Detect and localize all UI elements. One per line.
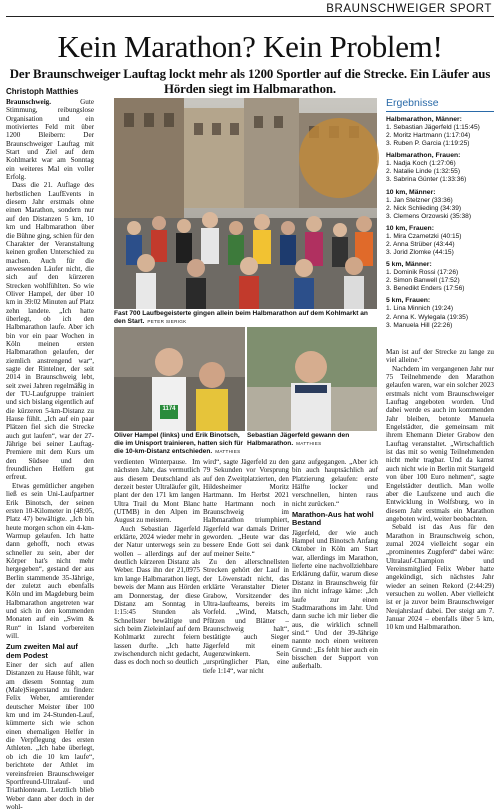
subheading: Zum zweiten Mal auf dem Podest (6, 642, 78, 660)
results-entry: 3. Jorid Zlomke (44:15) (386, 249, 454, 257)
article-column-3 (203, 458, 289, 675)
results-entry: 2. Natalie Linde (1:32:55) (386, 168, 461, 176)
results-entry: 3. Sabrina Günter (1:33:36) (386, 176, 467, 184)
paragraph: Gute Stimmung, reibungslose Organisation und ein motiviertes Feld mit über 1200 Bleibern: Der Braunschweiger Lauftag mit Start und Ziel auf dem Kohlmarkt war am Sonntag ein weiteres Mal ein voller Erfolg. (6, 98, 94, 182)
caption-text: Sebastian Jägerfeld gewann den Halbmarathon. (247, 432, 350, 447)
results-title: Ergebnisse (386, 97, 494, 112)
paragraph: Jägerfeld, der wie auch Hampel und Binotsch Anfang Oktober in Köln am Start war, allerdings im Marathon, lieferte eine nachvollziehbare Erklärung dafür, warum diese Distanz in Braunschweig für ihn nicht infrage käme: „Ich laufe zur einen Stadtmarathons im Jahr. Und dann suche ich mir lieber die aus, die wirklich schnell sind.“ Und der 39-Jährige nannte noch einen weiteren Grund: „Es fehlt hier auch ein bisschen der Support von außerhalb. (292, 528, 378, 671)
results-entry: 3. Ruben P. Garcia (1:19:25) (386, 140, 470, 148)
paragraph: Etwas gemütlicher angehen ließ es sein Uni-Laufpartner Erik Binotsch, der seinen ersten 10-Kilometer in (48:05, Platz 47) bewältigte. „Ich bin heute morgen schon ein 4-km-Warmup gelaufen. Ich hatte dann gehofft, noch etwas schneller zu sein, aber der Körper hat's nicht mehr hergegeben“, gestand der aus Berlin stammende 35-Jährige, der zuletzt auch ebenfalls Köln und im Magdeburg beim Halbmarathon angetreten war und sich in den kommenden Monaten auf ein „Swim & Run“ in Island vorbereiten will. (6, 481, 94, 640)
subhead: Der Braunschweiger Lauftag lockt mehr als 1200 Sportler auf die Strecke. Ein Läufer aus Hörden siegt im Halbmarathon. (9, 67, 491, 96)
author-byline: Christoph Matthies (6, 87, 79, 96)
results-entry: 3. Clemens Orzowski (35:38) (386, 212, 472, 220)
section-header (6, 2, 494, 18)
results-category: Halbmarathon, Frauen: (386, 152, 461, 160)
paragraph: Dass die 21. Auflage des herbstlichen LaufEvents in diesem Jahr erstmals ohne einen Marathon, sondern nur auf den Distanzen 5 km, 10 km und Halbmarathon über die Bühne ging, schien für den Charakter der Veranstaltung keinen großen Unterschied zu machen. Auch für die anwesenden Läufer nicht, die sich auf den kürzeren Strecken wohlfühlten. So wie Oliver Hampel, der über 10 km in 39:02 Minuten auf Platz zehn landete. „Ich hatte überlegt, ob ich den Halbmarathon laufe. Aber ich bin vor ein paar Wochen in Köln meinen ersten Halbmarathon gelaufen, der ziemlich anstrengend war“, sagte der Rintelner, der seit 2014 in Braunschweig lebt, seit zwei Jahren regelmäßig in der TU-Laufgruppe trainiert und sich bislang eigentlich auf die kürzeren 5-km-Distanz zu Hause fühlt. „Ich auf ein paar Plätzen fiel sich die Strecke auch gut laufen“, war der 27-Jährige bei seiner Lauftag-Premiere mit dem Kurs um den Südsee und den freundlichen Helfern gut erfreut. (6, 181, 94, 482)
results-entry: 2. Anna K. Wylegala (19:35) (386, 313, 469, 321)
caption-text: Fast 700 Laufbegeisterte gingen allein beim Halbmarathon auf dem Kohlmarkt an den Start. (114, 310, 368, 325)
photo-runners-start (114, 98, 377, 309)
dateline: Braunschweig. (6, 98, 52, 106)
results-entry: 1. Nadja Koch (1:27:06) (386, 160, 456, 168)
section-label: BRAUNSCHWEIGER SPORT (326, 3, 492, 15)
results-category: 5 km, Frauen: (386, 297, 431, 305)
photo-jaegerfeld (247, 327, 377, 431)
results-category: Halbmarathon, Männer: (386, 116, 462, 123)
paragraph: Zu den allerschnellsten Strecken gehört der Lauf in der Löwenstadt nicht, das erklärte Veranstalter Dieter Grabow, Vorsitzender des Ultra-laufteams, bereits im Vorfeld. „Wind, Matsch, Pfützen und Blätter – Braunschweig halt“, bestätigte auch Sieger Jägerfeld mit einem Augenzwinkern. Sein „ursprünglicher Plan, eine tiefe 1:14“, war nicht (203, 558, 289, 675)
results-box (386, 97, 494, 330)
results-list (386, 116, 494, 330)
article-column-1 (6, 98, 94, 811)
results-category: 10 km, Männer: (386, 188, 436, 196)
photo-credit: MATTHIES (296, 440, 322, 446)
results-entry: 3. Manuela Hill (22:26) (386, 321, 453, 329)
results-entry: 2. Moritz Hartmann (1:17:04) (386, 132, 471, 140)
paragraph: Nachdem im vergangenen Jahr nur 75 Teilnehmende den Marathon gelaufen waren, war ein solcher 2023 erstmals nicht vom Braunschweiger Lauftag angeboten worden. Und dabei werde es auch im kommenden Jahr bleiben, betonte Manuela Engelstädter, die gemeinsam mit ihrem Ehemann Dieter Grabow den Lauftag veranstaltet. „Wirtschaftlich ist das mit so wenig Teilnehmenden nicht mehr tragbar. Und da kamst auch nicht wie in Berlin mit Startgeld von über 100 Euro nehmen“, sagte Engelstädter deutlich. Man wolle aber die Laufszene und auch die Entwicklung in Wolfsburg, wo in diesem Jahr erstmals ein Marathon angeboten wird, weiter beobachten. (386, 364, 494, 523)
caption-text: Oliver Hampel (links) und Erik Binotsch, die im Unisport trainieren, hatten sich für die 10-km-Distanz entschieden. (114, 432, 243, 455)
results-entry: 1. Sebastian Jägerfeld (1:15:45) (386, 124, 480, 131)
paragraph: verdienten Winterpause. Im nächsten Jahr, das vermutlich aus diesem Deutschland als derzeit bester Ultraläufer gilt, plant der den 171 km langen Ultra Trail du Mont Blanc (UTMB) in den Alpen im August zu meistern. (114, 458, 200, 525)
paragraph: wird“, sagte Jägerfeld zu den 79 Sekunden vor Vorsprung auf den Zweitplatzierten, den Hildesheimer Moritz Hartmann. Im Herbst 2021 hatte Hartmann noch in Braunschweig im Halbmarathon triumphiert, Jägerfeld war damals Dritter geworden. „Heute war das bessere Ende Gott sei dank auf meiner Seite.“ (203, 458, 289, 558)
results-entry: 2. Simon Banwell (17:52) (386, 277, 460, 285)
article-column-5 (386, 348, 494, 632)
paragraph: Sebald ist das Aus für den Marathon in Braunschweig schon, zumal 2024 vielleicht sogar ein „prominentes Zugpferd“ dabei wäre: Ultralauf-Champion und Vereinsmitglied Felix Weber hatte angekündigt, sich nächstes Jahr wieder an seinen Rekord (2:44:29) versuchen zu wollen. Aber vielleicht ist er ja zuvor beim Braunschweiger Neujahrslauf dabei. Der steigt am 7. Januar 2024 – ebenfalls über 5 km, 10 km und Halbmarathon. (386, 523, 494, 632)
headline: Kein Marathon? Kein Problem! (57, 29, 443, 64)
paragraph: ganz aufgegangen. „Aber ich bin auch hauptsächlich auf Platzierung gelaufen: erste Hälfte locker und verschnellen, hinten raus nicht zurücken.“ (292, 458, 378, 508)
article-column-2 (114, 458, 200, 667)
paragraph: Auch Sebastian Jägerfeld erklärte, 2024 wieder mehr in der Natur unterwegs sein zu wollen – allerdings auf der deutlich kürzeren Distanz als Weber. Dass ihn der 21,0975 km lange Halbmarathon liegt, beweis der Mann aus Hörden am Donnerstag, der diese Distanz am Sonntag in 1:15:45 Stunden als Schnellster bewältigte und sich beim Zieleinlauf auf dem Kohlmarkt zurecht feiern lassen durfte. „Ich hatte zwischendurch nicht gedacht, dass es doch noch so deutlich (114, 524, 200, 667)
results-entry: 1. Mira Czametzki (40:15) (386, 232, 462, 240)
results-entry: 1. Jan Stelzner (33:36) (386, 196, 453, 204)
caption-top-photo (114, 310, 377, 326)
photo-hampel-binotsch (114, 327, 245, 431)
caption-right-photo (247, 432, 377, 448)
results-category: 10 km, Frauen: (386, 224, 434, 232)
subheading: Marathon-Aus hat wohl Bestand (292, 510, 374, 528)
photo-credit: MATTHIES (215, 448, 241, 454)
section-rule (6, 16, 494, 17)
results-entry: 1. Dominik Rossi (17:26) (386, 269, 459, 277)
paragraph: Einer der sich auf allen Distanzen zu Hause fühlt, war am diesem Sonntag zum (Male)Siegerstand zu finden: Felix Weber, amtierender deutscher Meister über 100 km und im 24-Stunden-Lauf, kümmerte sich wie schon einen ehemaligen Helfer in die Verpflegung des ersten Athleten. „Ich habe überlegt, ob ich die 10 km laufe“, berichtete der Athlet im vereinsfreien Braunschweiger Sportfreund-Ultralauf- und Triathlonteam. Letztlich blieb Weber dann aber doch in der wohl- (6, 661, 94, 811)
results-entry: 2. Nick Schlieding (34:39) (386, 204, 462, 212)
results-entry: 3. Benedikt Enders (17:56) (386, 285, 465, 293)
results-entry: 1. Lina Minnich (19:24) (386, 305, 454, 313)
results-category: 5 km, Männer: (386, 261, 432, 269)
paragraph: Man ist auf der Strecke zu lange zu viel alleine.“ (386, 348, 494, 365)
results-entry: 2. Anna Strüber (43:44) (386, 240, 455, 248)
article-column-4 (292, 458, 378, 671)
bib-number: 1174 (162, 406, 176, 412)
photo-credit: PETER SIERIGK (147, 318, 187, 324)
caption-left-photo (114, 432, 245, 455)
